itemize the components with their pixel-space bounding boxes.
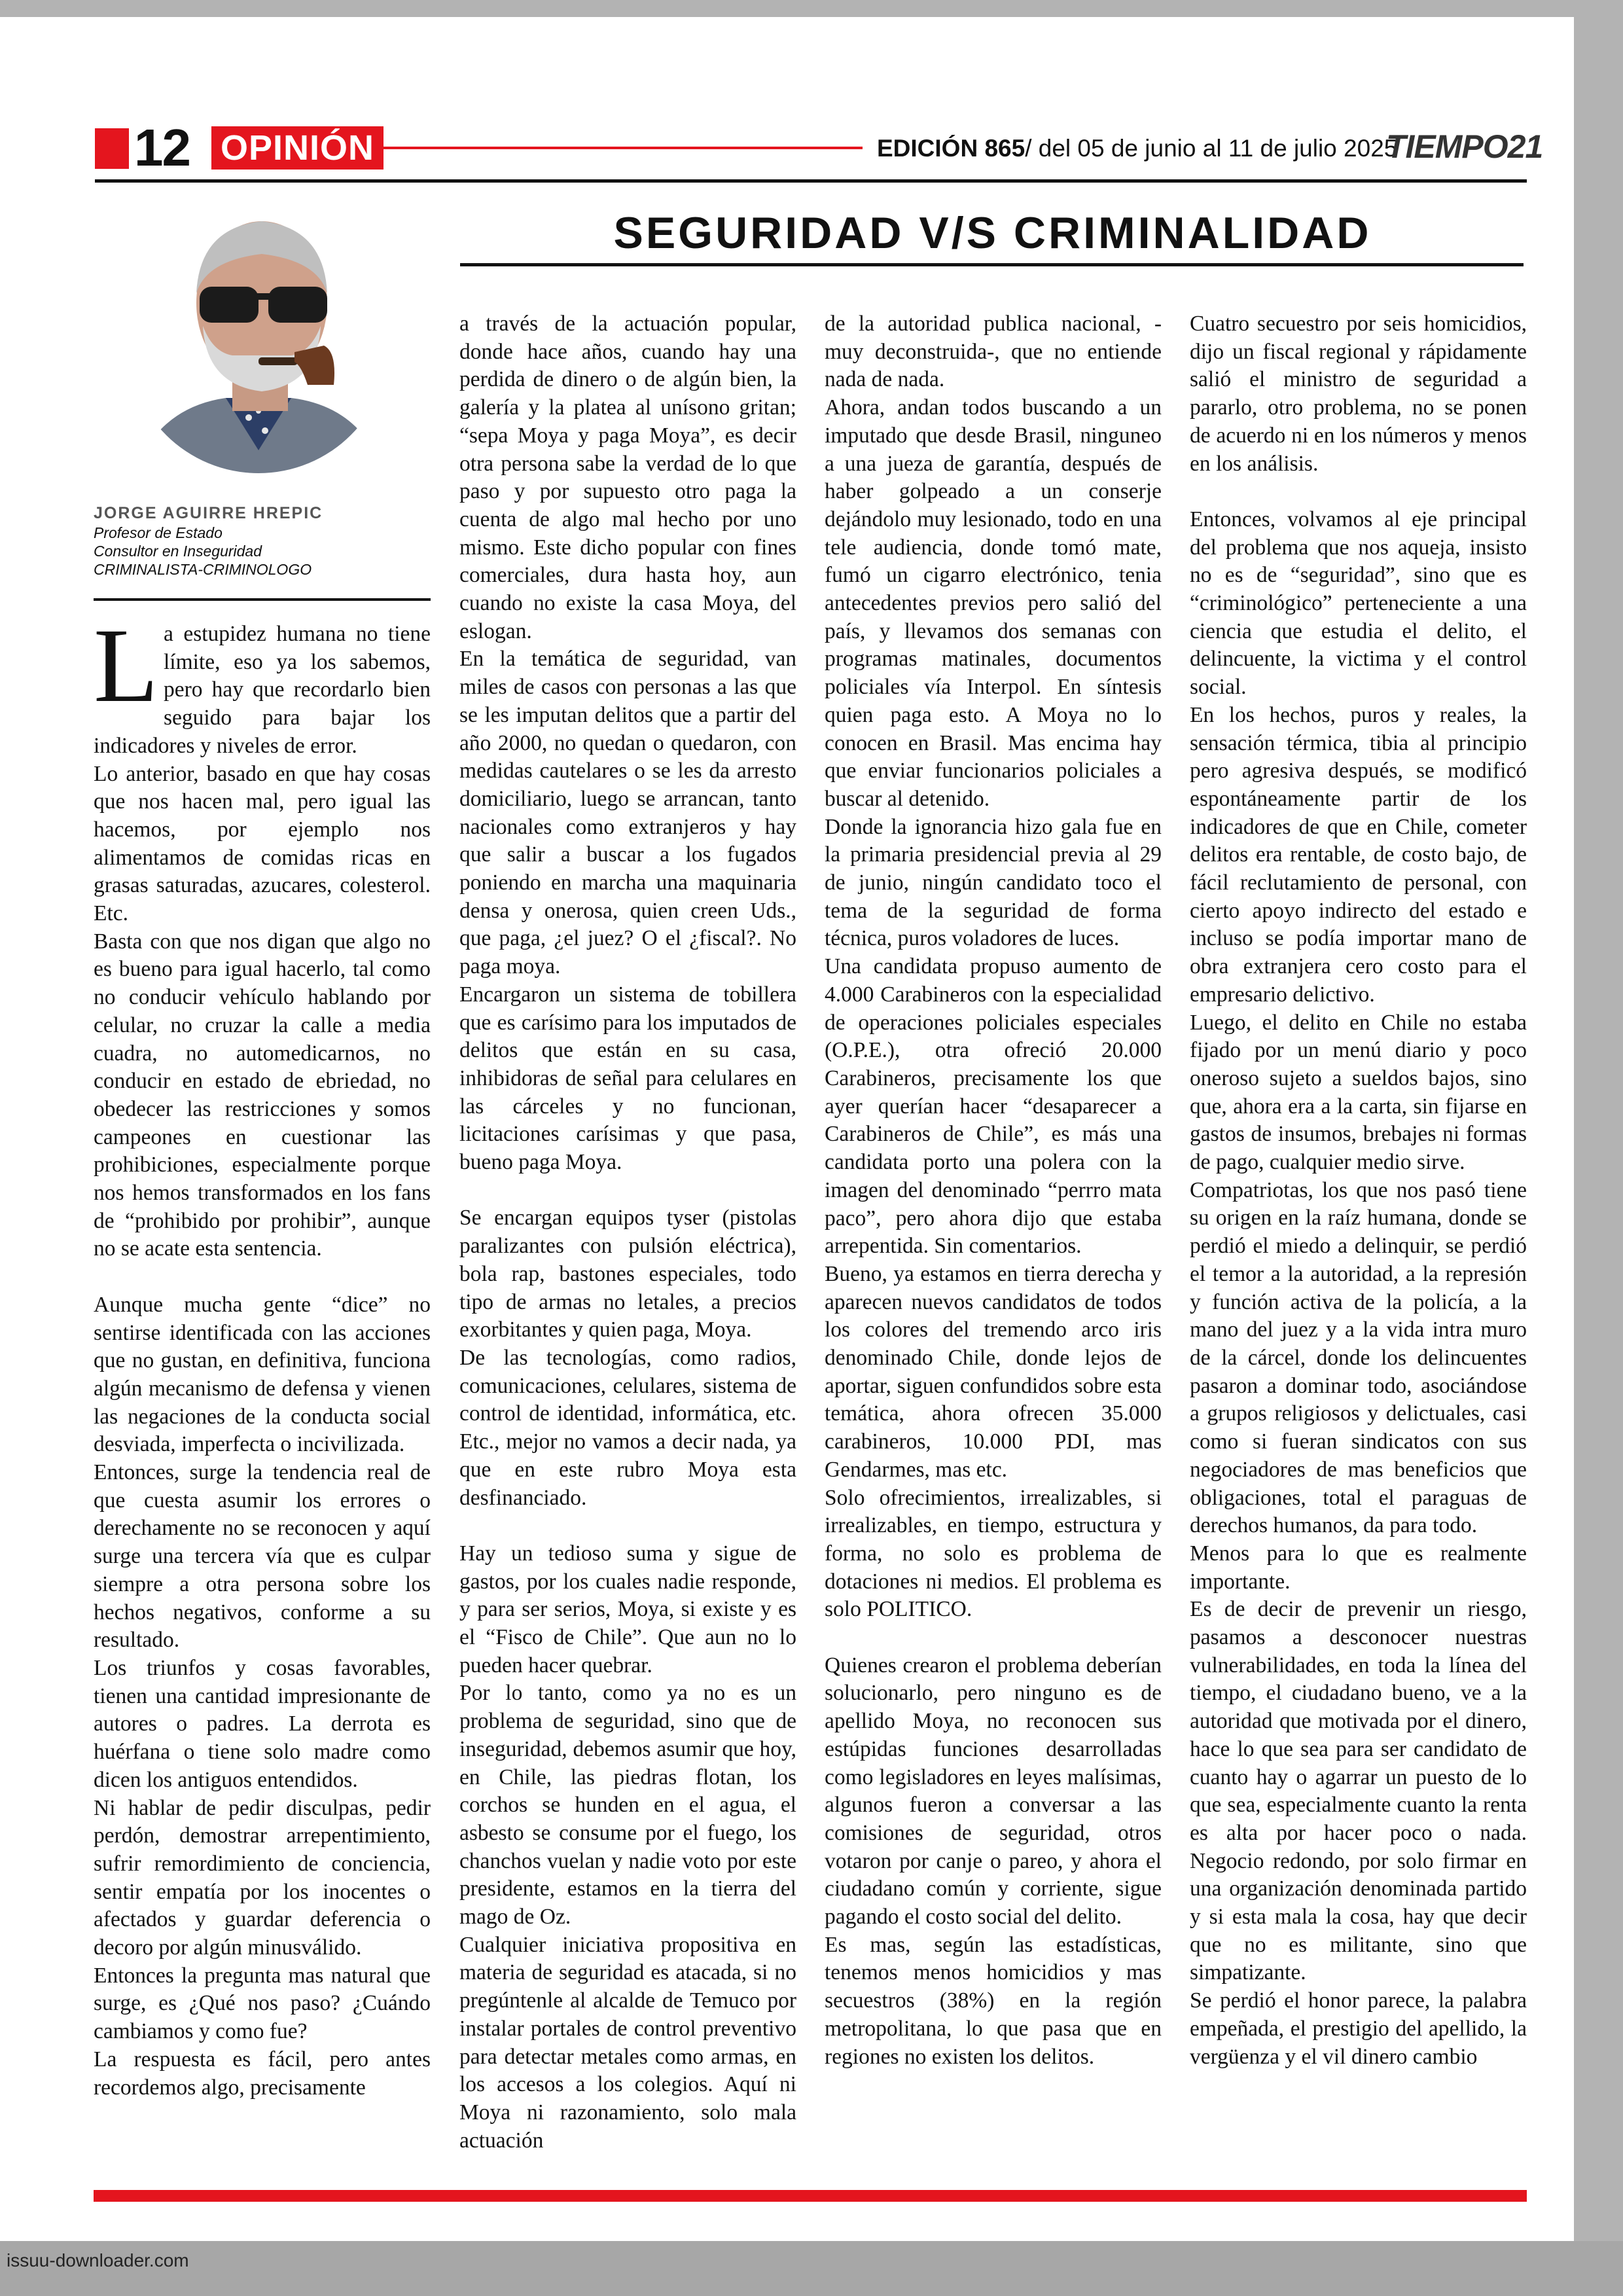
author-byline	[94, 503, 434, 579]
article-paragraph: Ahora, andan todos buscando a un imputado que desde Brasil, ninguneo a una jueza de garantía, después de haber golpeado a un conserje dejándolo muy lesionado, todo en una tele audiencia, donde tomó mate, fumó un cigarro electrónico, tenia antecedentes previos pero salió del país, y llevamos dos semanas con programas matinales, documentos policiales vía Interpol. En síntesis quien paga esto. A Moya no lo conocen en Brasil. Mas encima hay que enviar funcionarios policiales a buscar al detenido.	[825, 395, 1162, 811]
author-name: JORGE AGUIRRE HREPIC	[94, 504, 323, 522]
article-paragraph: a través de la actuación popular, donde hace años, cuando hay una perdida de dinero o de algún bien, la galería y la platea al unísono gritan; “sepa Moya y paga Moya”, es decir otra persona sabe la verdad de lo que paso y por supuesto otro paga la cuenta de algo mal hecho por uno mismo. Este dicho popular con fines comerciales, dura hasta hoy, aun cuando no existe la casa Moya, del eslogan.	[459, 312, 796, 643]
newspaper-page	[0, 17, 1574, 2241]
page-number: 12	[134, 118, 190, 177]
article-paragraph: Compatriotas, los que nos pasó tiene su origen en la raíz humana, donde se perdió el miedo a delinquir, se perdió el temor a la autoridad, a la represión y función activa de la policía, a la mano del juez y a la vida intra muro de la cárcel, donde los delincuentes pasaron a dominar todo, asociándose a grupos religiosos y delictuales, casi como si fueran sindicatos con sus negociadores de mas beneficios que obligaciones, total el paraguas de derechos humanos, da para todo.	[1190, 1177, 1527, 1538]
author-role: CRIMINALISTA-CRIMINOLOGO	[94, 561, 312, 578]
article-paragraph: Es de decir de prevenir un riesgo, pasamos a desconocer nuestras vulnerabilidades, en toda la línea del tiempo, el ciudadano bueno, ve a la autoridad que motivada por el dinero, hace lo que sea para ser candidato de cuanto hay o agarrar un puesto de lo que sea, especialmente cuanto la renta es alta por hacer poco o nada. Negocio redondo, por solo firmar en una organización denominada partido y si esta mala la cosa, hay que decir que no es militante, sino que simpatizante.	[1190, 1597, 1527, 1985]
article-column-3	[825, 310, 1162, 2071]
article-paragraph: La respuesta es fácil, pero antes recordemos algo, precisamente	[94, 2047, 431, 2100]
article-paragraph: Una candidata propuso aumento de 4.000 Carabineros con la especialidad de operaciones policiales especiales (O.P.E.), otra ofreció 20.000 Carabineros, precisamente los que ayer querían hacer “desaparecer a Carabineros de Chile”, es más una candidata porto una polera con la imagen del denominado “perrro mata paco”, pero ahora dijo que estaba arrepentida. Sin comentarios.	[825, 954, 1162, 1259]
viewer-bottom-strip	[0, 2241, 1623, 2296]
watermark: issuu-downloader.com	[7, 2250, 189, 2270]
article-title: SEGURIDAD V/S CRIMINALIDAD	[613, 208, 1372, 258]
footer-red-rule	[94, 2190, 1527, 2202]
article-paragraph: de la autoridad publica nacional, -muy deconstruida-, que no entiende nada de nada.	[825, 312, 1162, 392]
article-paragraph: Basta con que nos digan que algo no es bueno para igual hacerlo, tal como no conducir vehículo hablando por celular, no cruzar la calle a media cuadra, no automedicarnos, no conducir en estado de ebriedad, no obedecer las restricciones y somos campeones en cuestionar las prohibiciones, especialmente porque nos hemos transformados en los fans de “prohibido por prohibir”, aunque no se acate esta sentencia.	[94, 929, 431, 1261]
article-paragraph: Se encargan equipos tyser (pistolas paralizantes con pulsión eléctrica), bola rap, bastones especiales, todo tipo de armas no letales, a precios exorbitantes y quien paga, Moya.	[459, 1206, 796, 1342]
author-divider	[94, 598, 431, 601]
article-paragraph: Entonces la pregunta mas natural que surge, es ¿Qué nos paso? ¿Cuándo cambiamos y como fue?	[94, 1963, 431, 2044]
edition-dates: / del 05 de junio al 11 de julio 2025	[1025, 135, 1398, 162]
author-role: Consultor en Inseguridad	[94, 543, 262, 560]
title-rule	[460, 263, 1524, 266]
article-paragraph: Los triunfos y cosas favorables, tienen una cantidad impresionante de autores o padres. La derrota es huérfana o tiene solo madre como dicen los antiguos entendidos.	[94, 1656, 431, 1792]
article-paragraph: Donde la ignorancia hizo gala fue en la primaria presidencial previa al 29 de junio, ningún candidato toco el tema de la seguridad de forma técnica, puros voladores de luces.	[825, 814, 1162, 951]
edition-number: EDICIÓN 865	[877, 135, 1026, 162]
page-number-red-square	[95, 128, 129, 169]
header-black-rule	[95, 179, 1527, 183]
article-column-4	[1190, 310, 1527, 2071]
article-paragraph: Solo ofrecimientos, irrealizables, si irrealizables, en tiempo, estructura y forma, no solo es problema de dotaciones ni medios. El problema es solo POLITICO.	[825, 1485, 1162, 1622]
edition-info	[877, 132, 1397, 165]
article-paragraph: Bueno, ya estamos en tierra derecha y aparecen nuevos candidatos de todos los colores del tremendo arco iris denominado Chile, donde lejos de aportar, siguen confundidos sobre esta temática, ahora ofrecen 35.000 carabineros, 10.000 PDI, mas Gendarmes, mas etc.	[825, 1261, 1162, 1482]
article-paragraph: Quienes crearon el problema deberían solucionarlo, pero ninguno es de apellido Moya, no reconocen sus estúpidas funciones desarrolladas como legisladores en leyes malísimas, algunos fueron a conversar a las comisiones de seguridad, otros votaron por canje o pareo, y ahora el ciudadano común y corriente, sigue pagando el costo social del delito.	[825, 1653, 1162, 1929]
newspaper-logo: TIEMPO21	[1386, 128, 1543, 165]
article-paragraph: Ni hablar de pedir disculpas, pedir perdón, demostrar arrepentimiento, sufrir remordimiento de conciencia, sentir empatía por los inocentes o afectados y guardar deferencia o decoro por algún minusválido.	[94, 1795, 431, 1960]
article-paragraph: Menos para lo que es realmente importante.	[1190, 1541, 1527, 1594]
article-paragraph: Por lo tanto, como ya no es un problema de seguridad, sino que de inseguridad, debemos asumir que hoy, en Chile, las piedras flotan, los corchos se hunden en el agua, el asbesto se consume por el fuego, los chanchos vuelan y nadie voto por este presidente, estamos en la tierra del mago de Oz.	[459, 1681, 796, 1929]
article-paragraph: En la temática de seguridad, van miles de casos con personas a las que se les imputan delitos que a partir del año 2000, no quedan o quedaron, con medidas cautelares o se les da arresto domiciliario, luego se arrancan, tanto nacionales como extranjeros y hay que salir a buscar a los fugados poniendo en marcha una maquinaria densa y onerosa, quien creen Uds., que paga, ¿el juez? O el ¿fiscal?. No paga moya.	[459, 647, 796, 979]
article-paragraph: Hay un tedioso suma y sigue de gastos, por los cuales nadie responde, y para ser serios, Moya, si existe y es el “Fisco de Chile”. Que aun no lo pueden hacer quebrar.	[459, 1541, 796, 1677]
article-paragraph: Cualquier iniciativa propositiva en materia de seguridad es atacada, si no pregúntenle al alcalde de Temuco por instalar portales de control preventivo para detectar metales como armas, en los accesos a los colegios. Aquí ni Moya ni razonamiento, solo mala actuación	[459, 1932, 796, 2153]
author-role: Profesor de Estado	[94, 524, 223, 541]
article-paragraph: Se perdió el honor parece, la palabra empeñada, el prestigio del apellido, la vergüenza y el vil dinero cambio	[1190, 1988, 1527, 2069]
article-paragraph: Luego, el delito en Chile no estaba fijado por un menú diario y poco oneroso sujeto a sueldos bajos, sino que, ahora era a la carta, sin fijarse en gastos de insumos, brebajes ni formas de pago, cualquier medio sirve.	[1190, 1010, 1527, 1175]
article-paragraph: Lo anterior, basado en que hay cosas que nos hacen mal, pero igual las hacemos, por ejemplo nos alimentamos de comidas ricas en grasas saturadas, azucares, colesterol. Etc.	[94, 761, 431, 926]
article-paragraph: La estupidez humana no tiene límite, eso ya los sabemos, pero hay que recordarlo bien seguido para bajar los indicadores y niveles de error.	[94, 607, 431, 758]
header-red-rule	[378, 147, 863, 149]
article-paragraph: En los hechos, puros y reales, la sensación térmica, tibia al principio pero agresiva después, se modificó espontáneamente partir de los indicadores de que en Chile, cometer delitos era rentable, de costo bajo, de fácil reclutamiento de personal, con cierto apoyo indirecto del estado e incluso se podía importar mano de obra extranjera cero costo para el empresario delictivo.	[1190, 702, 1527, 1007]
drop-cap: L	[94, 607, 158, 725]
article-paragraph: Entonces, volvamos al eje principal del problema que nos aqueja, insisto no es de “seguridad”, sino que es “criminológico” perteneciente a una ciencia que estudia el delito, el delincuente, la victima y el control social.	[1190, 507, 1527, 700]
article-paragraph: Aunque mucha gente “dice” no sentirse identificada con las acciones que no gustan, en definitiva, funciona algún mecanismo de defensa y vienen las negaciones de la conducta social desviada, imperfecta o incivilizada.	[94, 1292, 431, 1457]
article-paragraph: Cuatro secuestro por seis homicidios, dijo un fiscal regional y rápidamente salió el ministro de seguridad a pararlo, otro problema, no se ponen de acuerdo ni en los números y menos en los análisis.	[1190, 312, 1527, 476]
section-label: OPINIÓN	[211, 126, 383, 170]
article-column-2	[459, 310, 796, 2155]
article-paragraph: Entonces, surge la tendencia real de que cuesta asumir los errores o derechamente no se reconocen y aquí surge una tercera vía que es culpar siempre a otra persona sobre los hechos negativos, conforme a su resultado.	[94, 1460, 431, 1653]
article-paragraph: Es mas, según las estadísticas, tenemos menos homicidios y mas secuestros (38%) en la región metropolitana, lo que pasa que en regiones no existen los delitos.	[825, 1932, 1162, 2069]
article-paragraph: Encargaron un sistema de tobillera que es carísimo para los imputados de delitos que están en su casa, inhibidoras de señal para celulares en las cárceles y no funcionan, licitaciones carísimas y que pasa, bueno paga Moya.	[459, 982, 796, 1175]
article-paragraph: De las tecnologías, como radios, comunicaciones, celulares, sistema de control de identidad, informática, etc. Etc., mejor no vamos a decir nada, ya que en este rubro Moya esta desfinanciado.	[459, 1346, 796, 1510]
author-portrait-photo	[128, 188, 389, 496]
article-column-1	[94, 607, 431, 2102]
